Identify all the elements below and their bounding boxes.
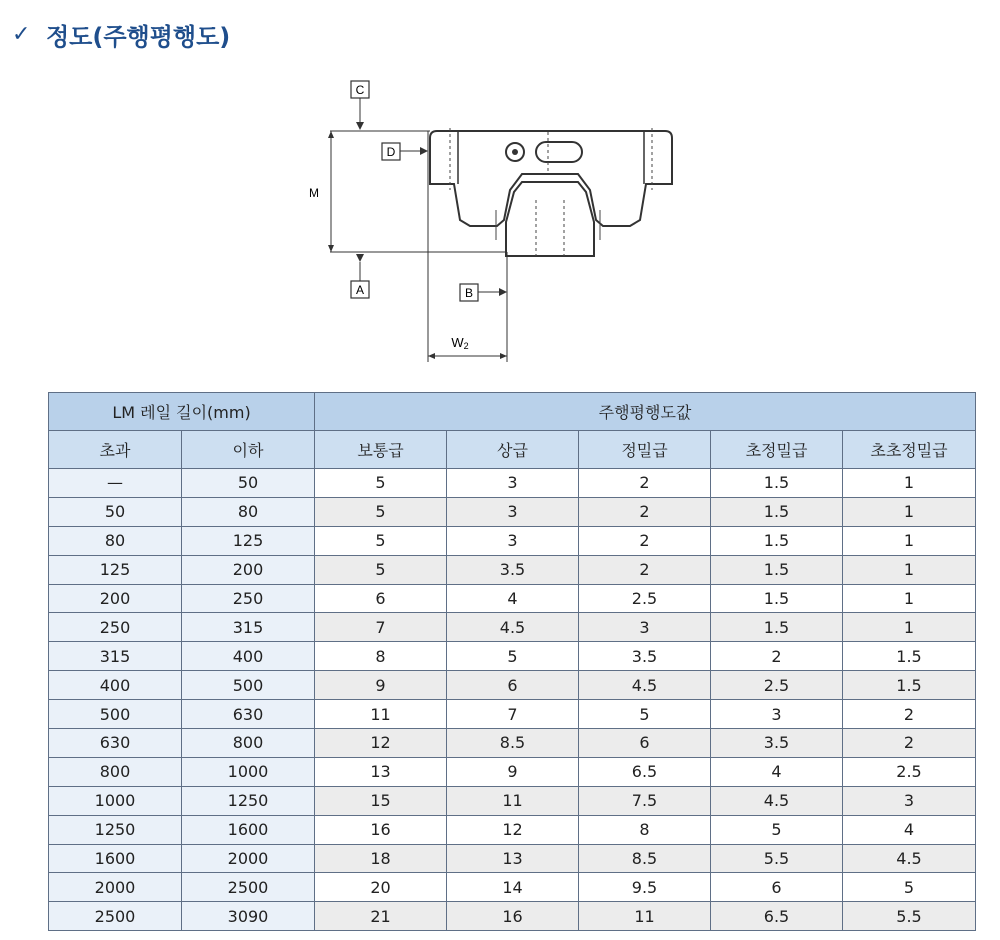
- value-cell: 3: [843, 786, 976, 815]
- datum-b-label: B: [464, 286, 474, 300]
- value-cell: 6: [711, 873, 843, 902]
- length-under-cell: 250: [182, 584, 315, 613]
- datum-c-label: C: [355, 83, 365, 97]
- value-cell: 6: [579, 729, 711, 758]
- value-cell: 1.5: [711, 469, 843, 498]
- lm-rail-outline: [506, 182, 594, 256]
- value-cell: 4: [843, 815, 976, 844]
- value-cell: 8.5: [447, 729, 579, 758]
- value-cell: 5: [315, 469, 447, 498]
- length-over-cell: 400: [49, 671, 182, 700]
- datum-d-arrow: [420, 147, 428, 155]
- value-cell: 5: [579, 700, 711, 729]
- length-over-cell: 250: [49, 613, 182, 642]
- value-cell: 5: [315, 555, 447, 584]
- length-under-cell: 3090: [182, 902, 315, 931]
- seal-plug: [536, 142, 582, 162]
- length-over-cell: 500: [49, 700, 182, 729]
- value-cell: 18: [315, 844, 447, 873]
- table-row: [49, 555, 976, 584]
- length-over-cell: 1600: [49, 844, 182, 873]
- value-cell: 8: [315, 642, 447, 671]
- length-over-cell: 80: [49, 526, 182, 555]
- value-cell: 13: [315, 757, 447, 786]
- table-row: [49, 613, 976, 642]
- table-row: [49, 815, 976, 844]
- value-cell: 11: [447, 786, 579, 815]
- header-precision-grade: 정밀급: [579, 431, 711, 469]
- length-under-cell: 1000: [182, 757, 315, 786]
- value-cell: 1: [843, 613, 976, 642]
- value-cell: 11: [579, 902, 711, 931]
- value-cell: 1: [843, 526, 976, 555]
- value-cell: 2: [579, 497, 711, 526]
- value-cell: 20: [315, 873, 447, 902]
- table-row: [49, 469, 976, 498]
- value-cell: 1: [843, 469, 976, 498]
- value-cell: 5: [843, 873, 976, 902]
- parallelism-diagram: [300, 70, 680, 370]
- datum-d-label: D: [386, 145, 396, 159]
- length-under-cell: 400: [182, 642, 315, 671]
- sub-header-row: [49, 431, 976, 469]
- value-cell: 1: [843, 584, 976, 613]
- datum-a-arrow: [356, 254, 364, 262]
- value-cell: 4.5: [711, 786, 843, 815]
- length-over-cell: 2000: [49, 873, 182, 902]
- value-cell: 4.5: [447, 613, 579, 642]
- diagram-svg: [300, 70, 680, 370]
- value-cell: 2.5: [843, 757, 976, 786]
- value-cell: 1.5: [711, 613, 843, 642]
- value-cell: 1.5: [843, 671, 976, 700]
- header-over: 초과: [49, 431, 182, 469]
- value-cell: 4: [447, 584, 579, 613]
- value-cell: 9.5: [579, 873, 711, 902]
- value-cell: 2: [579, 469, 711, 498]
- length-under-cell: 2000: [182, 844, 315, 873]
- value-cell: 2: [843, 729, 976, 758]
- section-title: 정도(주행평행도): [46, 22, 231, 51]
- w2-label: W2: [451, 335, 469, 351]
- value-cell: 16: [315, 815, 447, 844]
- length-over-cell: 2500: [49, 902, 182, 931]
- value-cell: 3.5: [579, 642, 711, 671]
- table-row: [49, 700, 976, 729]
- value-cell: 1.5: [843, 642, 976, 671]
- table-row: [49, 873, 976, 902]
- value-cell: 5.5: [711, 844, 843, 873]
- table-row: [49, 844, 976, 873]
- value-cell: 3: [447, 497, 579, 526]
- value-cell: 3.5: [447, 555, 579, 584]
- value-cell: 8: [579, 815, 711, 844]
- value-cell: 4.5: [579, 671, 711, 700]
- value-cell: 1.5: [711, 497, 843, 526]
- value-cell: 2.5: [579, 584, 711, 613]
- table-row: [49, 584, 976, 613]
- m-label: M: [309, 186, 319, 200]
- value-cell: 5: [315, 526, 447, 555]
- w2-arrow-left: [428, 353, 435, 359]
- table-row: [49, 786, 976, 815]
- value-cell: 11: [315, 700, 447, 729]
- value-cell: 1.5: [711, 526, 843, 555]
- value-cell: 1.5: [711, 555, 843, 584]
- checkmark-icon: ✓: [12, 21, 31, 47]
- value-cell: 16: [447, 902, 579, 931]
- table-row: [49, 671, 976, 700]
- value-cell: 1.5: [711, 584, 843, 613]
- group-header-row: [49, 393, 976, 431]
- table-row: [49, 526, 976, 555]
- length-under-cell: 1600: [182, 815, 315, 844]
- value-cell: 14: [447, 873, 579, 902]
- value-cell: 15: [315, 786, 447, 815]
- value-cell: 9: [447, 757, 579, 786]
- value-cell: 2: [579, 526, 711, 555]
- value-cell: 7: [315, 613, 447, 642]
- length-under-cell: 315: [182, 613, 315, 642]
- length-over-cell: 1000: [49, 786, 182, 815]
- value-cell: 5: [315, 497, 447, 526]
- value-cell: 5.5: [843, 902, 976, 931]
- length-over-cell: 800: [49, 757, 182, 786]
- datum-b-arrow: [499, 288, 507, 296]
- value-cell: 3: [579, 613, 711, 642]
- value-cell: 2.5: [711, 671, 843, 700]
- length-over-cell: 630: [49, 729, 182, 758]
- table-row: [49, 497, 976, 526]
- length-over-cell: 50: [49, 497, 182, 526]
- header-super-precision-grade: 초정밀급: [711, 431, 843, 469]
- parallelism-value-header: 주행평행도값: [315, 393, 976, 431]
- value-cell: 4.5: [843, 844, 976, 873]
- value-cell: 8.5: [579, 844, 711, 873]
- value-cell: 13: [447, 844, 579, 873]
- value-cell: 6: [447, 671, 579, 700]
- value-cell: 2: [711, 642, 843, 671]
- table-row: [49, 642, 976, 671]
- m-arrow-top: [328, 131, 334, 138]
- length-under-cell: 2500: [182, 873, 315, 902]
- table-row: [49, 902, 976, 931]
- value-cell: 1: [843, 555, 976, 584]
- length-over-cell: —: [49, 469, 182, 498]
- datum-a-label: A: [355, 283, 365, 297]
- length-under-cell: 500: [182, 671, 315, 700]
- value-cell: 3: [447, 469, 579, 498]
- length-over-cell: 315: [49, 642, 182, 671]
- m-arrow-bottom: [328, 245, 334, 252]
- section-heading: [12, 14, 230, 54]
- value-cell: 3.5: [711, 729, 843, 758]
- length-under-cell: 125: [182, 526, 315, 555]
- length-under-cell: 50: [182, 469, 315, 498]
- rail-length-header: LM 레일 길이(mm): [49, 393, 315, 431]
- length-under-cell: 1250: [182, 786, 315, 815]
- w2-arrow-right: [500, 353, 507, 359]
- length-over-cell: 1250: [49, 815, 182, 844]
- value-cell: 12: [315, 729, 447, 758]
- length-under-cell: 630: [182, 700, 315, 729]
- value-cell: 3: [447, 526, 579, 555]
- value-cell: 1: [843, 497, 976, 526]
- header-high-grade: 상급: [447, 431, 579, 469]
- value-cell: 4: [711, 757, 843, 786]
- value-cell: 2: [843, 700, 976, 729]
- length-over-cell: 125: [49, 555, 182, 584]
- value-cell: 2: [579, 555, 711, 584]
- grease-nipple-center: [512, 149, 518, 155]
- value-cell: 5: [711, 815, 843, 844]
- datum-c-arrow: [356, 122, 364, 130]
- value-cell: 7.5: [579, 786, 711, 815]
- value-cell: 9: [315, 671, 447, 700]
- header-under: 이하: [182, 431, 315, 469]
- value-cell: 6: [315, 584, 447, 613]
- parallelism-table: [48, 392, 976, 931]
- length-under-cell: 80: [182, 497, 315, 526]
- length-under-cell: 800: [182, 729, 315, 758]
- value-cell: 12: [447, 815, 579, 844]
- header-ultra-precision-grade: 초초정밀급: [843, 431, 976, 469]
- value-cell: 3: [711, 700, 843, 729]
- length-under-cell: 200: [182, 555, 315, 584]
- value-cell: 7: [447, 700, 579, 729]
- value-cell: 5: [447, 642, 579, 671]
- table-body: [49, 469, 976, 931]
- table-row: [49, 757, 976, 786]
- value-cell: 21: [315, 902, 447, 931]
- table-row: [49, 729, 976, 758]
- value-cell: 6.5: [579, 757, 711, 786]
- value-cell: 6.5: [711, 902, 843, 931]
- length-over-cell: 200: [49, 584, 182, 613]
- header-normal-grade: 보통급: [315, 431, 447, 469]
